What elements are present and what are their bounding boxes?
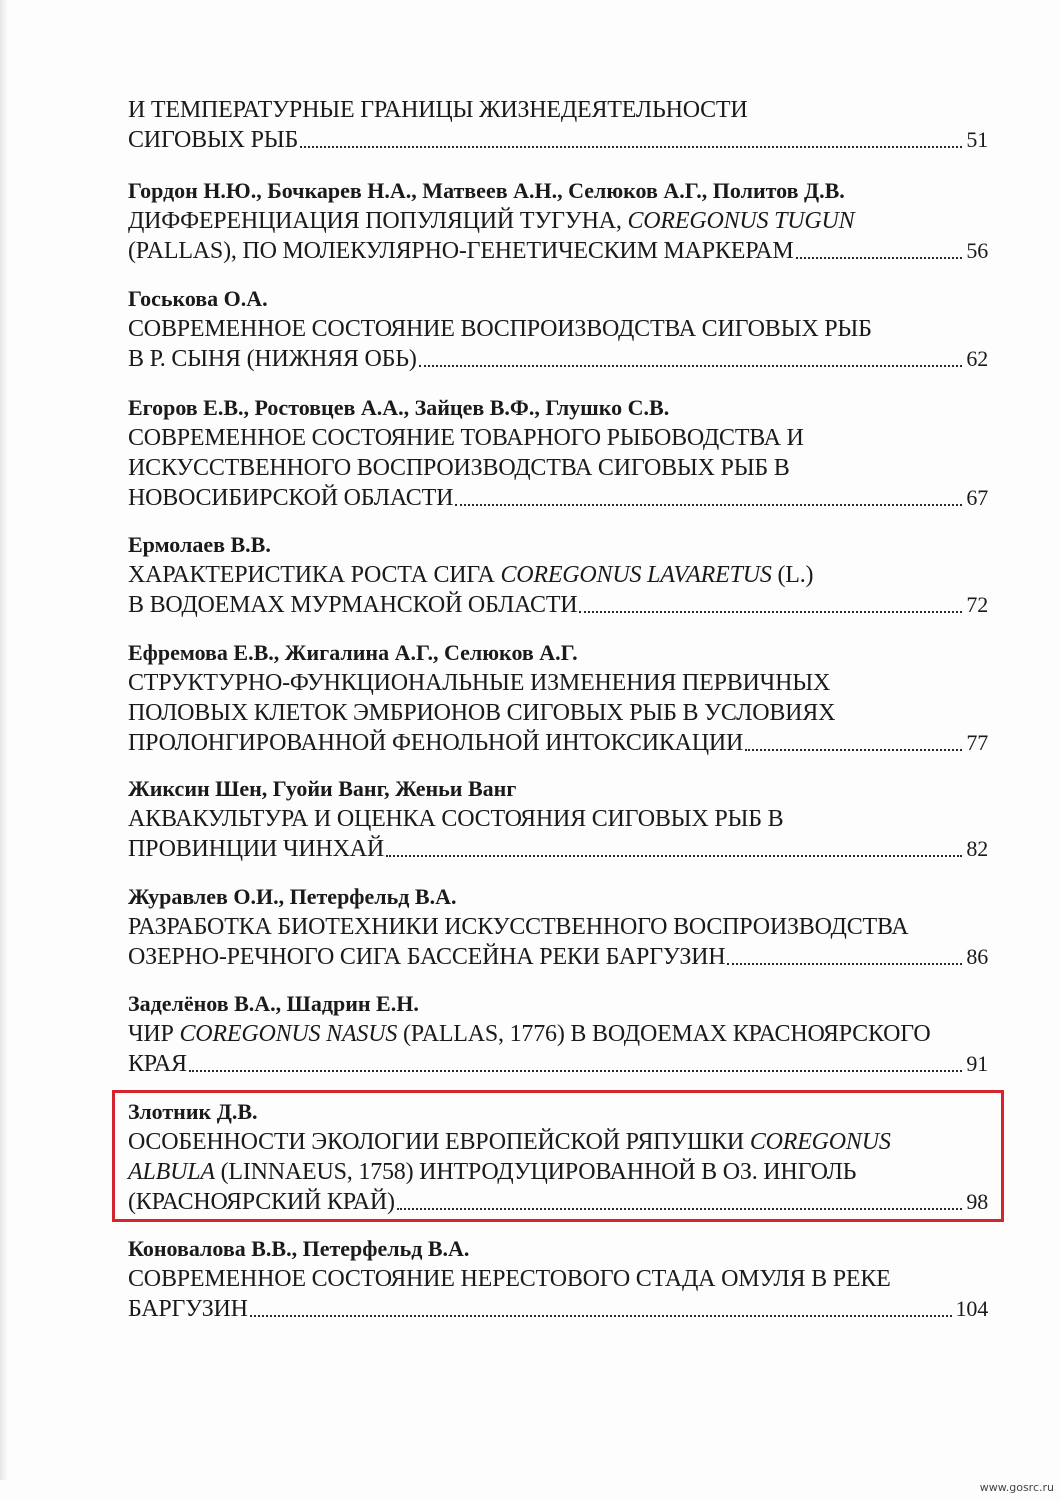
toc-entry[interactable] — [128, 774, 988, 864]
page-number[interactable]: 72 — [966, 592, 988, 617]
entry-authors: Жиксин Шен, Гуойи Ванг, Женьи Ванг — [128, 776, 517, 801]
entry-authors: Злотник Д.В. — [128, 1099, 258, 1124]
species-name: COREGONUS LAVARETUS — [500, 562, 772, 588]
page-number[interactable]: 77 — [966, 730, 988, 755]
entry-title-text: (PALLAS), ПО МОЛЕКУЛЯРНО-ГЕНЕТИЧЕСКИМ МАРКЕРАМ — [128, 238, 794, 264]
toc-entry[interactable] — [128, 393, 988, 513]
page-number[interactable]: 51 — [966, 127, 988, 152]
entry-authors: Ермолаев В.В. — [128, 532, 271, 557]
page-number[interactable]: 82 — [966, 836, 988, 861]
toc-entry[interactable] — [128, 1234, 988, 1324]
entry-title-last-line — [128, 590, 988, 620]
scan-edge-shadow — [0, 0, 8, 1480]
entry-title-text: КРАЯ — [128, 1051, 187, 1077]
highlight-box — [112, 1090, 1004, 1222]
dot-leader — [300, 146, 962, 148]
entry-title-line: АКВАКУЛЬТУРА И ОЦЕНКА СОСТОЯНИЯ СИГОВЫХ РЫБ В — [128, 806, 784, 832]
toc-entry[interactable] — [128, 284, 988, 374]
entry-title-text: В Р. СЫНЯ (НИЖНЯЯ ОБЬ) — [128, 346, 417, 372]
title-text-tail: (PALLAS, 1776) В ВОДОЕМАХ КРАСНОЯРСКОГО — [397, 1021, 931, 1047]
dot-leader — [745, 749, 962, 751]
entry-title-line: ПОЛОВЫХ КЛЕТОК ЭМБРИОНОВ СИГОВЫХ РЫБ В УСЛОВИЯХ — [128, 700, 836, 726]
entry-authors: Заделёнов В.А., Шадрин Е.Н. — [128, 991, 419, 1016]
entry-title-text: СИГОВЫХ РЫБ — [128, 127, 299, 153]
title-text: ХАРАКТЕРИСТИКА РОСТА СИГА — [128, 562, 501, 588]
entry-authors: Гордон Н.Ю., Бочкарев Н.А., Матвеев А.Н., Селюков А.Г., Политов Д.В. — [128, 178, 845, 203]
entry-title-text: В ВОДОЕМАХ МУРМАНСКОЙ ОБЛАСТИ — [128, 592, 578, 618]
entry-authors: Ефремова Е.В., Жигалина А.Г., Селюков А.Г. — [128, 640, 578, 665]
page-number[interactable]: 56 — [966, 238, 988, 263]
entry-title-text: ПРОЛОНГИРОВАННОЙ ФЕНОЛЬНОЙ ИНТОКСИКАЦИИ — [128, 730, 744, 756]
toc-entry[interactable] — [128, 176, 988, 266]
page-number[interactable]: 98 — [966, 1189, 988, 1214]
entry-title-text: НОВОСИБИРСКОЙ ОБЛАСТИ — [128, 485, 454, 511]
entry-title-line — [128, 206, 988, 236]
title-text: ДИФФЕРЕНЦИАЦИЯ ПОПУЛЯЦИЙ ТУГУНА, — [128, 208, 628, 234]
entry-authors: Егоров Е.В., Ростовцев А.А., Зайцев В.Ф., Глушко С.В. — [128, 395, 670, 420]
entry-title-last-line — [128, 236, 988, 266]
entry-authors: Госькова О.А. — [128, 286, 268, 311]
entry-title-last-line — [128, 1049, 988, 1079]
toc-entry[interactable] — [128, 95, 988, 155]
species-name: COREGONUS NASUS — [179, 1021, 398, 1047]
entry-title-line: СОВРЕМЕННОЕ СОСТОЯНИЕ ВОСПРОИЗВОДСТВА СИГОВЫХ РЫБ — [128, 316, 872, 342]
entry-title-line — [128, 560, 988, 590]
entry-title-line: ИСКУССТВЕННОГО ВОСПРОИЗВОДСТВА СИГОВЫХ РЫБ В — [128, 455, 790, 481]
page-number[interactable]: 91 — [966, 1051, 988, 1076]
entry-title-text: БАРГУЗИН — [128, 1296, 248, 1322]
dot-leader — [419, 365, 963, 367]
entry-title-line: СОВРЕМЕННОЕ СОСТОЯНИЕ НЕРЕСТОВОГО СТАДА ОМУЛЯ В РЕКЕ — [128, 1266, 891, 1292]
page-number[interactable]: 62 — [966, 346, 988, 371]
dot-leader — [455, 504, 962, 506]
title-text-tail: (LINNAEUS, 1758) ИНТРОДУЦИРОВАННОЙ В ОЗ. ИНГОЛЬ — [214, 1159, 857, 1185]
entry-title-line — [128, 1019, 988, 1049]
dot-leader — [386, 855, 962, 857]
entry-title-last-line — [128, 125, 988, 155]
entry-title-last-line — [128, 483, 988, 513]
toc-entry[interactable] — [128, 989, 988, 1079]
entry-title-last-line — [128, 942, 988, 972]
toc-entry[interactable] — [128, 530, 988, 620]
entry-title-last-line — [128, 344, 988, 374]
entry-title-line: СОВРЕМЕННОЕ СОСТОЯНИЕ ТОВАРНОГО РЫБОВОДСТВА И — [128, 425, 804, 451]
entry-authors: Журавлев О.И., Петерфельд В.А. — [128, 884, 457, 909]
entry-title-text: (КРАСНОЯРСКИЙ КРАЙ) — [128, 1189, 395, 1215]
species-name: COREGONUS — [749, 1129, 891, 1155]
dot-leader — [189, 1070, 963, 1072]
entry-title-line: СТРУКТУРНО-ФУНКЦИОНАЛЬНЫЕ ИЗМЕНЕНИЯ ПЕРВИЧНЫХ — [128, 670, 831, 696]
entry-title-line: И ТЕМПЕРАТУРНЫЕ ГРАНИЦЫ ЖИЗНЕДЕЯТЕЛЬНОСТИ — [128, 97, 748, 123]
entry-title-line: РАЗРАБОТКА БИОТЕХНИКИ ИСКУССТВЕННОГО ВОСПРОИЗВОДСТВА — [128, 914, 909, 940]
entry-title-text: ОЗЕРНО-РЕЧНОГО СИГА БАССЕЙНА РЕКИ БАРГУЗИН — [128, 944, 726, 970]
watermark-url: www.gosrc.ru — [979, 1481, 1054, 1494]
entry-title-text: ПРОВИНЦИИ ЧИНХАЙ — [128, 836, 385, 862]
dot-leader — [250, 1315, 952, 1317]
title-text-tail: (L.) — [771, 562, 814, 588]
page-number[interactable]: 67 — [966, 485, 988, 510]
entry-authors: Коновалова В.В., Петерфельд В.А. — [128, 1236, 470, 1261]
dot-leader — [579, 611, 962, 613]
species-name: COREGONUS TUGUN — [627, 208, 855, 234]
entry-title-last-line — [128, 728, 988, 758]
species-name: ALBULA — [128, 1159, 215, 1185]
toc-entry[interactable] — [128, 882, 988, 972]
page-number[interactable]: 86 — [966, 944, 988, 969]
toc-entry[interactable] — [128, 638, 988, 758]
entry-title-last-line — [128, 834, 988, 864]
dot-leader — [727, 963, 962, 965]
dot-leader — [796, 257, 963, 259]
page-number[interactable]: 104 — [955, 1296, 988, 1321]
title-text: ОСОБЕННОСТИ ЭКОЛОГИИ ЕВРОПЕЙСКОЙ РЯПУШКИ — [128, 1129, 750, 1155]
title-text: ЧИР — [128, 1021, 180, 1047]
entry-title-last-line — [128, 1294, 988, 1324]
